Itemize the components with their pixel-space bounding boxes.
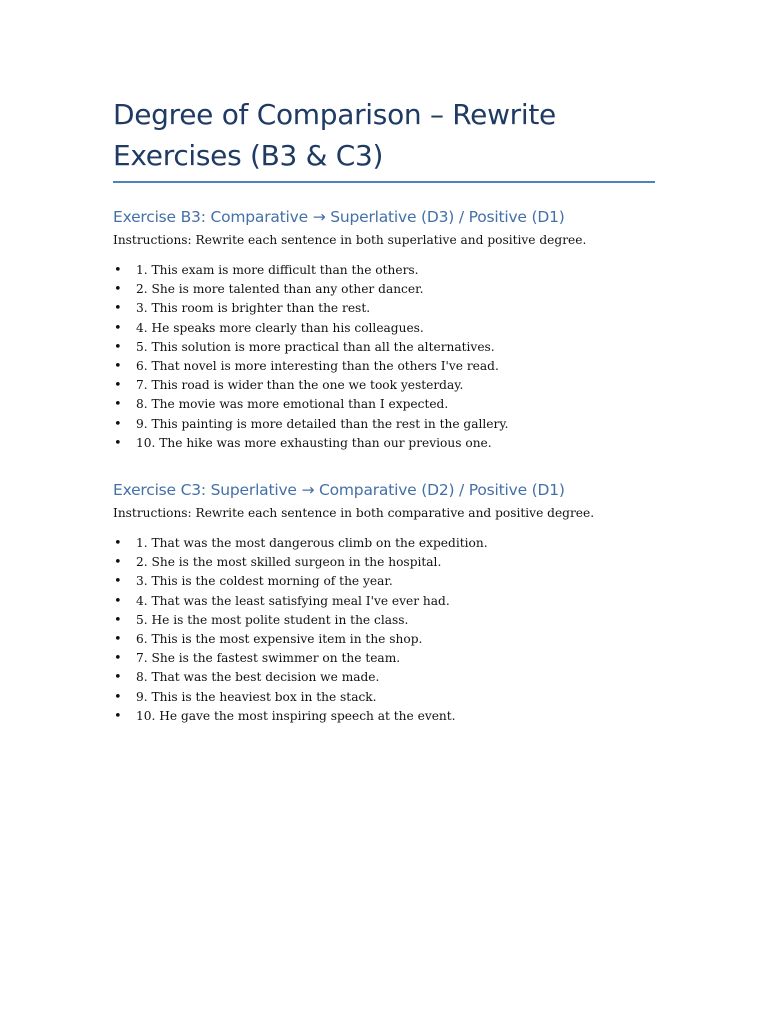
list-item-text: 5. This solution is more practical than all the alternatives. (136, 339, 495, 354)
list-item (113, 534, 658, 553)
exercise-c3-heading: Exercise C3: Superlative → Comparative (D2) / Positive (D1) (113, 481, 565, 500)
document-content (113, 94, 658, 726)
bullet-icon: • (114, 670, 122, 686)
list-item-text: 9. This is the heaviest box in the stack. (136, 689, 377, 704)
list-item-text: 3. This room is brighter than the rest. (136, 301, 371, 316)
page-title: Degree of Comparison – Rewrite Exercises (B3 & C3) (113, 98, 556, 172)
list-item (113, 553, 658, 572)
list-item-text: 6. That novel is more interesting than the others I've read. (136, 359, 499, 374)
list-item (113, 299, 658, 318)
list-item (113, 630, 658, 649)
list-item (113, 280, 658, 299)
bullet-icon: • (114, 555, 122, 571)
list-item (113, 395, 658, 414)
bullet-icon: • (114, 282, 122, 298)
exercise-b3-list (113, 261, 658, 453)
bullet-icon: • (114, 339, 122, 355)
list-item (113, 319, 658, 338)
list-item (113, 415, 658, 434)
list-item (113, 338, 658, 357)
list-item-text: 4. He speaks more clearly than his colleagues. (136, 320, 424, 335)
list-item-text: 5. He is the most polite student in the class. (136, 612, 409, 627)
list-item-text: 7. This road is wider than the one we took yesterday. (136, 378, 464, 393)
list-item (113, 611, 658, 630)
bullet-icon: • (114, 359, 122, 375)
list-item-text: 10. He gave the most inspiring speech at the event. (136, 708, 456, 723)
bullet-icon: • (114, 397, 122, 413)
list-item (113, 592, 658, 611)
list-item (113, 261, 658, 280)
exercise-c3-instructions: Instructions: Rewrite each sentence in both comparative and positive degree. (113, 506, 595, 521)
bullet-icon: • (114, 263, 122, 278)
exercise-b3-instructions: Instructions: Rewrite each sentence in both superlative and positive degree. (113, 233, 587, 247)
list-item (113, 668, 658, 687)
list-item-text: 3. This is the coldest morning of the year. (136, 574, 393, 589)
bullet-icon: • (114, 378, 122, 394)
list-item (113, 572, 658, 591)
bullet-icon: • (114, 574, 122, 590)
bullet-icon: • (114, 435, 122, 451)
title-underline (113, 181, 655, 183)
list-item (113, 434, 658, 453)
bullet-icon: • (114, 320, 122, 336)
list-item-text: 1. This exam is more difficult than the others. (136, 263, 419, 277)
bullet-icon: • (114, 632, 122, 648)
list-item (113, 649, 658, 668)
list-item-text: 8. That was the best decision we made. (136, 670, 380, 685)
list-item (113, 688, 658, 707)
list-item (113, 376, 658, 395)
list-item-text: 2. She is more talented than any other dancer. (136, 282, 424, 297)
bullet-icon: • (114, 708, 122, 724)
list-item-text: 2. She is the most skilled surgeon in the hospital. (136, 555, 442, 570)
bullet-icon: • (114, 416, 122, 432)
bullet-icon: • (114, 301, 122, 317)
list-item-text: 10. The hike was more exhausting than our previous one. (136, 435, 492, 450)
bullet-icon: • (114, 536, 122, 552)
list-item-text: 7. She is the fastest swimmer on the team. (136, 651, 401, 666)
list-item-text: 4. That was the least satisfying meal I've ever had. (136, 593, 450, 608)
bullet-icon: • (114, 612, 122, 628)
exercise-c3-list (113, 534, 658, 726)
exercise-b3-heading: Exercise B3: Comparative → Superlative (D3) / Positive (D1) (113, 208, 565, 226)
bullet-icon: • (114, 689, 122, 705)
list-item (113, 357, 658, 376)
list-item-text: 6. This is the most expensive item in the shop. (136, 632, 423, 647)
list-item-text: 8. The movie was more emotional than I expected. (136, 397, 449, 412)
list-item (113, 707, 658, 726)
bullet-icon: • (114, 651, 122, 667)
exercise-c3-section (113, 480, 658, 726)
bullet-icon: • (114, 593, 122, 609)
list-item-text: 1. That was the most dangerous climb on the expedition. (136, 536, 488, 551)
list-item-text: 9. This painting is more detailed than the rest in the gallery. (136, 416, 509, 431)
exercise-b3-section (113, 207, 658, 453)
